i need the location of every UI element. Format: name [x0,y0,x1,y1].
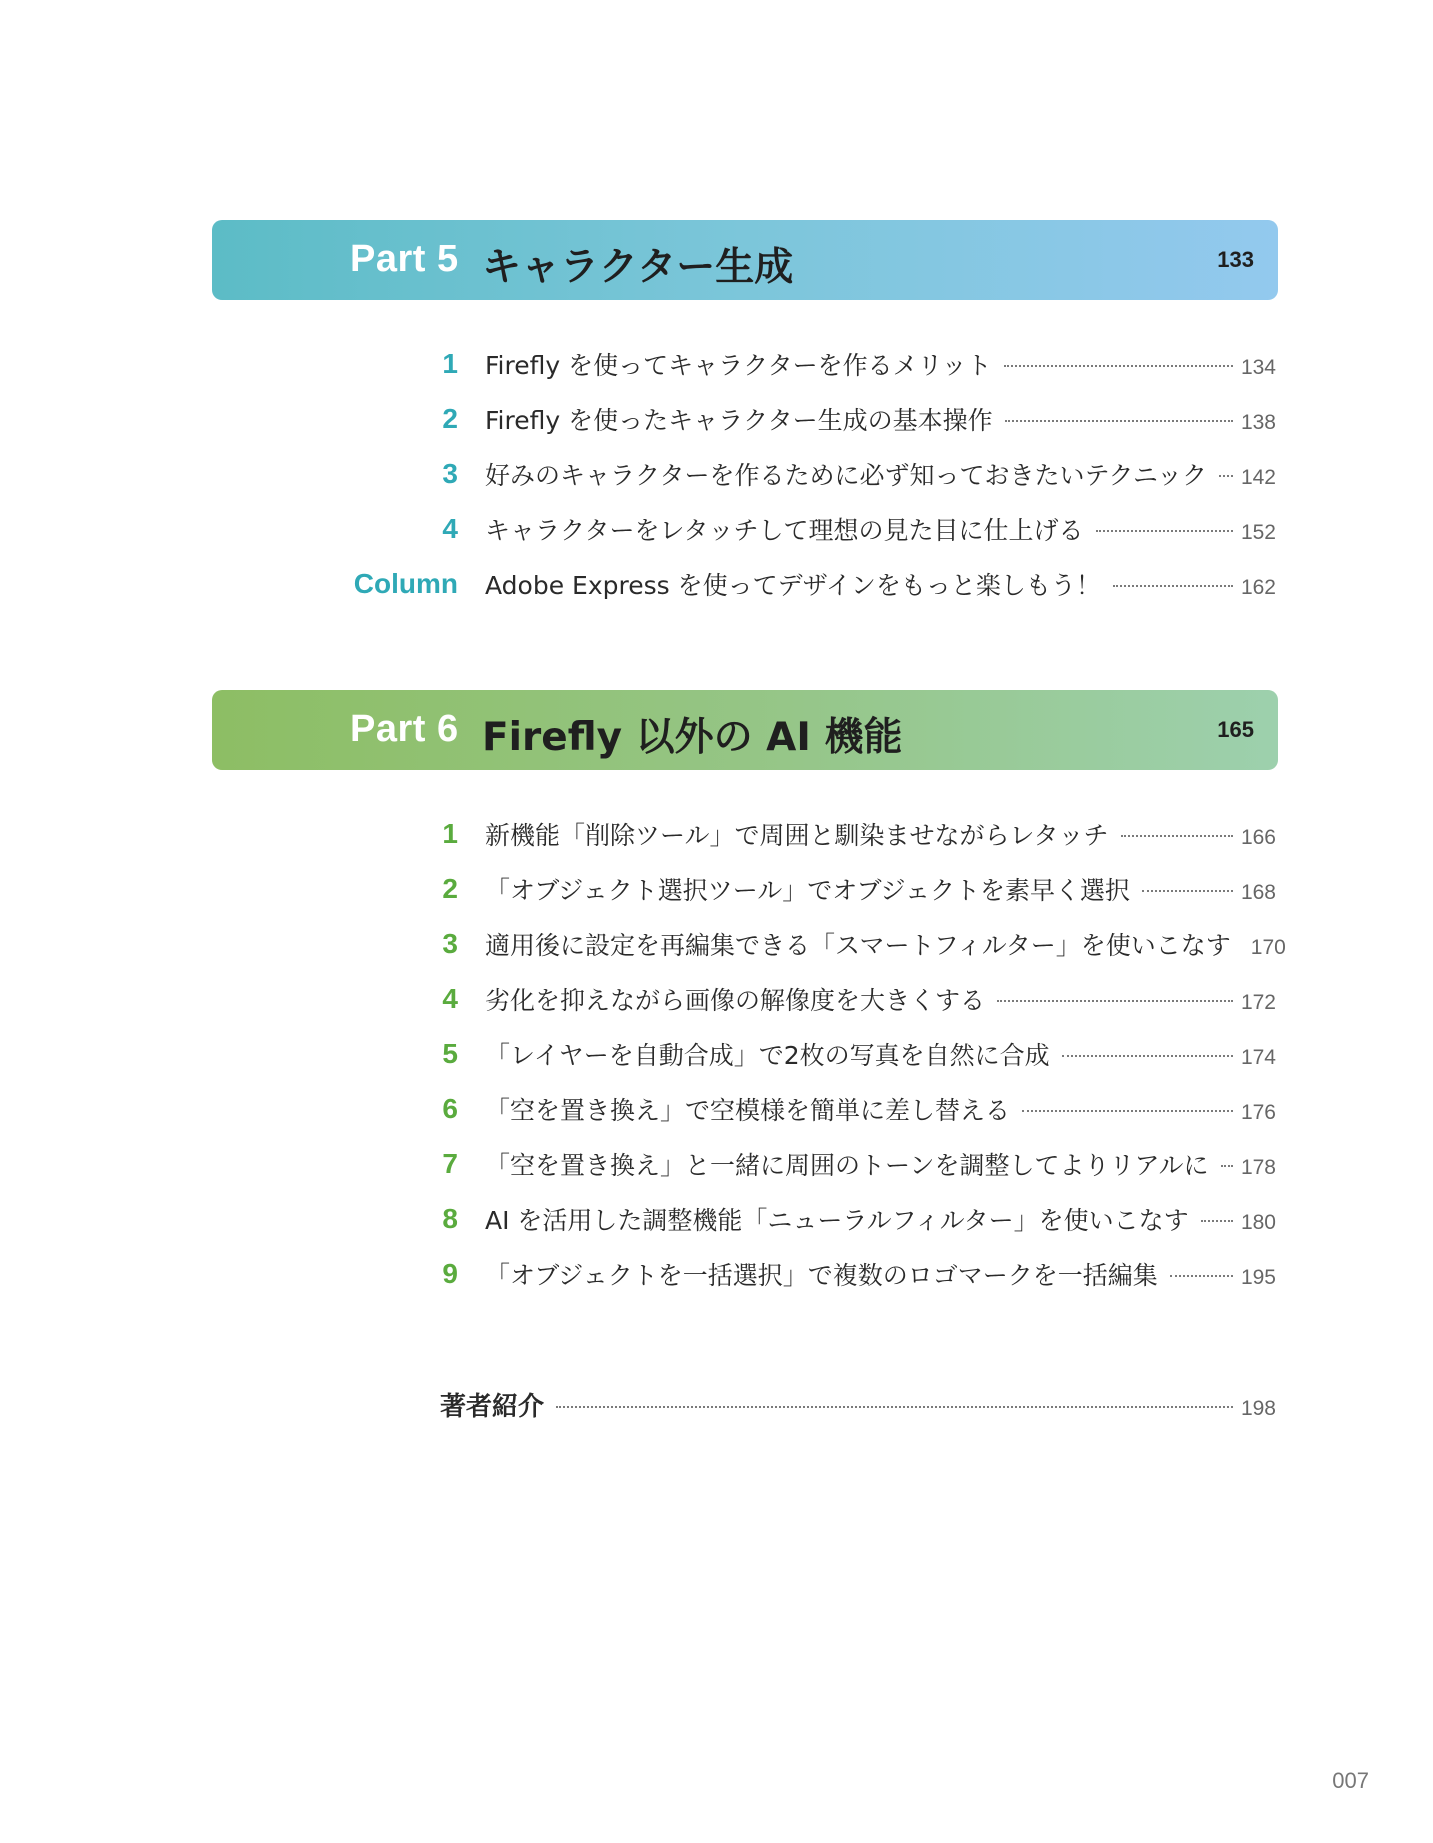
toc-title: Firefly を使ってキャラクターを作るメリット [485,351,992,380]
part5-title: キャラクター生成 [482,245,794,290]
toc-row[interactable] [0,806,1433,861]
toc-page: 176 [1240,1101,1276,1124]
leader-dots [1113,585,1233,587]
toc-page: 166 [1240,826,1276,849]
toc-row[interactable] [0,391,1433,446]
toc-row[interactable] [0,446,1433,501]
leader-dots [1005,420,1233,422]
leader-dots [556,1406,1233,1408]
part6-header [212,690,1278,770]
toc-number: 3 [442,458,458,489]
part5-header [212,220,1278,300]
author-page: 198 [1240,1397,1276,1420]
toc-page: 174 [1240,1046,1276,1069]
toc-number: 6 [442,1093,458,1124]
toc-number: 1 [442,348,458,379]
leader-dots [1096,530,1233,532]
toc-title: 適用後に設定を再編集できる「スマートフィルター」を使いこなす [485,931,1231,960]
toc-page: 162 [1240,576,1276,599]
toc-number: 1 [442,818,458,849]
toc-row[interactable] [0,1026,1433,1081]
toc-row[interactable] [0,971,1433,1026]
toc-row[interactable] [0,861,1433,916]
toc-title: 新機能「削除ツール」で周囲と馴染ませながらレタッチ [485,821,1109,850]
toc-row[interactable] [0,1136,1433,1191]
toc-number: 8 [442,1203,458,1234]
part6-toc-list [0,806,1433,1301]
toc-row[interactable] [0,501,1433,556]
author-row[interactable] [0,1376,1433,1426]
toc-page: 180 [1240,1211,1276,1234]
toc-number: 4 [442,513,458,544]
toc-page: 152 [1240,521,1276,544]
part5-label: Part 5 [350,238,459,280]
toc-title: AI を活用した調整機能「ニューラルフィルター」を使いこなす [485,1206,1189,1235]
toc-page: 142 [1240,466,1276,489]
toc-page: 168 [1240,881,1276,904]
author-title: 著者紹介 [440,1392,545,1422]
toc-title: Adobe Express を使ってデザインをもっと楽しもう！ [485,571,1101,600]
toc-number: 2 [442,873,458,904]
toc-row[interactable] [0,916,1433,971]
leader-dots [1219,475,1233,477]
leader-dots [997,1000,1233,1002]
part5-page: 133 [1217,247,1254,272]
toc-title: 「レイヤーを自動合成」で2枚の写真を自然に合成 [485,1041,1050,1070]
toc-number: 9 [442,1258,458,1289]
toc-number: 7 [442,1148,458,1179]
toc-page: 170 [1250,936,1286,959]
toc-row[interactable] [0,1191,1433,1246]
part5-toc-list [0,336,1433,611]
toc-row[interactable] [0,1081,1433,1136]
leader-dots [1022,1110,1233,1112]
part6-title: Firefly 以外の AI 機能 [482,715,903,760]
leader-dots [1170,1275,1233,1277]
part6-page: 165 [1217,717,1254,742]
toc-row[interactable] [0,336,1433,391]
toc-title: キャラクターをレタッチして理想の見た目に仕上げる [485,516,1084,545]
toc-title: 「空を置き換え」と一緒に周囲のトーンを調整してよりリアルに [485,1151,1209,1180]
leader-dots [1221,1165,1233,1167]
toc-title: 「オブジェクトを一括選択」で複数のロゴマークを一括編集 [485,1261,1158,1290]
toc-title: 劣化を抑えながら画像の解像度を大きくする [485,986,986,1015]
toc-number: 5 [442,1038,458,1069]
toc-page: 178 [1240,1156,1276,1179]
toc-title: Firefly を使ったキャラクター生成の基本操作 [485,406,993,435]
leader-dots [1121,835,1233,837]
page-number: 007 [1332,1768,1369,1793]
toc-row[interactable] [0,1246,1433,1301]
leader-dots [1142,890,1233,892]
toc-number: Column [353,568,458,599]
toc-number: 4 [442,983,458,1014]
toc-page: 134 [1240,356,1276,379]
toc-title: 好みのキャラクターを作るために必ず知っておきたいテクニック [485,461,1208,490]
part6-label: Part 6 [350,708,459,750]
leader-dots [1201,1220,1233,1222]
toc-title: 「オブジェクト選択ツール」でオブジェクトを素早く選択 [485,876,1131,905]
toc-number: 2 [442,403,458,434]
leader-dots [1062,1055,1233,1057]
toc-number: 3 [442,928,458,959]
toc-row[interactable] [0,556,1433,611]
toc-page: 172 [1240,991,1276,1014]
toc-page: 138 [1240,411,1276,434]
leader-dots [1004,365,1233,367]
toc-title: 「空を置き換え」で空模様を簡単に差し替える [485,1096,1011,1125]
toc-page: 195 [1240,1266,1276,1289]
